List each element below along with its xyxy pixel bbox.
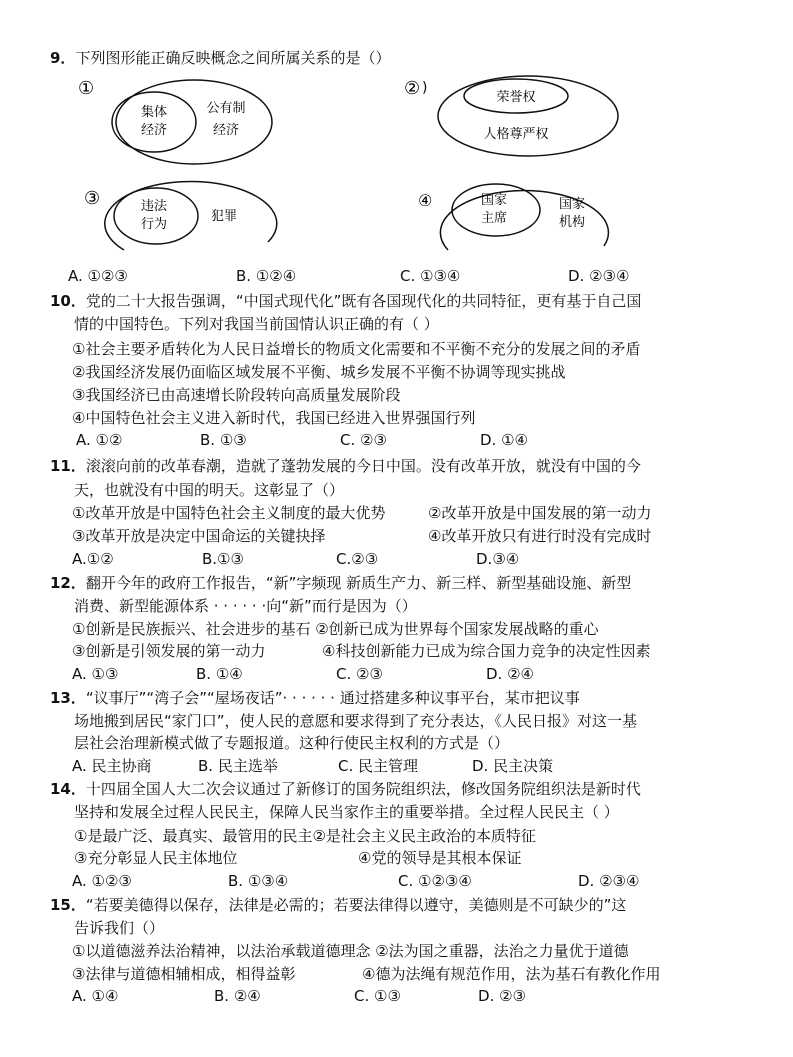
diagram-2-marker: ②	[404, 78, 421, 99]
q15-number: 15．	[50, 896, 86, 914]
q11-option-b[interactable]: B.①③	[202, 550, 244, 568]
q10-option-b[interactable]: B. ①③	[200, 431, 247, 449]
svg-text:): )	[422, 80, 428, 96]
q15-option-b[interactable]: B. ②④	[214, 987, 261, 1005]
q15-stem-2: 告诉我们（）	[74, 919, 165, 937]
diagram-4-outer-2: 机构	[558, 215, 586, 230]
q13-option-a[interactable]: A. 民主协商	[72, 757, 152, 775]
diagram-1-outer-1: 公有制	[206, 101, 246, 116]
q15-item-1: ①以道德滋养法治精神，以法治承载道德理念 ②法为国之重器，法治之力量优于道德	[72, 942, 629, 960]
q12-item-1: ①创新是民族振兴、社会进步的基石 ②创新已成为世界每个国家发展战略的重心	[72, 620, 599, 638]
q14-option-c[interactable]: C. ①②③④	[398, 872, 472, 890]
q13-option-b[interactable]: B. 民主选举	[198, 757, 278, 775]
q10-number: 10．	[50, 292, 86, 310]
diagram-2-inner: 荣誉权	[496, 90, 536, 105]
q11-stem-2: 天，也就没有中国的明天。这彰显了（）	[74, 481, 345, 499]
q10-option-a[interactable]: A. ①②	[76, 431, 123, 449]
q9-stem-text: 下列图形能正确反映概念之间所属关系的是（）	[75, 49, 391, 67]
q11-item-3: ③改革开放是决定中国命运的关键抉择	[72, 527, 326, 545]
q11-option-c[interactable]: C.②③	[336, 550, 379, 568]
q9-option-d[interactable]: D. ②③④	[568, 267, 630, 285]
q15-stem-1: 15．“若要美德得以保存，法律是必需的；若要法律得以遵守，美德则是不可缺少的”这	[50, 896, 627, 914]
q14-number: 14．	[50, 780, 86, 798]
q14-item-2: ③充分彰显人民主体地位	[74, 849, 238, 867]
q13-number: 13．	[50, 689, 86, 707]
q13-stem-2: 场地搬到居民“家门口”，使人民的意愿和要求得到了充分表达，《人民日报》对这一基	[74, 712, 638, 730]
q12-option-d[interactable]: D. ②④	[486, 665, 534, 683]
q9-diagram-3	[84, 170, 284, 264]
q9-option-b[interactable]: B. ①②④	[236, 267, 297, 285]
q14-stem-2: 坚持和发展全过程人民民主，保障人民当家作主的重要举措。全过程人民民主（ ）	[74, 803, 619, 821]
q10-item-2: ②我国经济发展仍面临区域发展不平衡、城乡发展不平衡不协调等现实挑战	[72, 363, 566, 381]
q9-number: 9．	[50, 49, 76, 67]
diagram-3-outer: 犯罪	[210, 209, 238, 224]
q15-item-3: ④德为法绳有规范作用，法为基石有教化作用	[362, 965, 661, 983]
q10-option-c[interactable]: C. ②③	[340, 431, 387, 449]
q10-stem-2: 情的中国特色。下列对我国当前国情认识正确的有（ ）	[74, 315, 439, 333]
q13-stem-3: 层社会治理新模式做了专题报道。这种行使民主权利的方式是（）	[74, 734, 510, 752]
q9-diagram-4	[418, 170, 618, 264]
q13-option-d[interactable]: D. 民主决策	[472, 757, 554, 775]
q12-item-2: ③创新是引领发展的第一动力	[72, 642, 266, 660]
q9-option-c[interactable]: C. ①③④	[400, 267, 461, 285]
q12-stem-2: 消费、新型能源体系 · · · · · ·向“新”而行是因为（）	[74, 597, 417, 615]
q15-option-d[interactable]: D. ②③	[478, 987, 526, 1005]
diagram-4-marker: ④	[418, 191, 433, 210]
q12-number: 12．	[50, 574, 86, 592]
q11-option-d[interactable]: D.③④	[476, 550, 520, 568]
q11-item-1: ①改革开放是中国特色社会主义制度的最大优势	[72, 504, 386, 522]
diagram-4-inner-1: 国家	[480, 193, 508, 208]
q11-number: 11．	[50, 457, 86, 475]
q10-item-1: ①社会主要矛盾转化为人民日益增长的物质文化需要和不平衡不充分的发展之间的矛盾	[72, 340, 641, 358]
q11-item-2: ②改革开放是中国发展的第一动力	[428, 504, 652, 522]
q10-item-3: ③我国经济已由高速增长阶段转向高质量发展阶段	[72, 386, 401, 404]
q14-option-d[interactable]: D. ②③④	[578, 872, 640, 890]
q10-option-d[interactable]: D. ①④	[480, 431, 528, 449]
diagram-1-inner-1: 集体	[140, 105, 168, 120]
q10-item-4: ④中国特色社会主义进入新时代，我国已经进入世界强国行列	[72, 409, 476, 427]
diagram-1-marker: ①	[78, 78, 95, 99]
q14-option-a[interactable]: A. ①②③	[72, 872, 132, 890]
q9-diagram-2	[404, 72, 624, 166]
q14-item-3: ④党的领导是其根本保证	[358, 849, 522, 867]
q15-item-2: ③法律与道德相辅相成，相得益彰	[72, 965, 296, 983]
diagram-4-inner-2: 主席	[480, 211, 508, 226]
q12-stem-1: 12．翻开今年的政府工作报告，“新”字频现 新质生产力、新三样、新型基础设施、新型	[50, 574, 632, 592]
diagram-4-outer-1: 国家	[558, 197, 586, 212]
q15-option-c[interactable]: C. ①③	[354, 987, 401, 1005]
q14-item-1: ①是最广泛、最真实、最管用的民主②是社会主义民主政治的本质特征	[74, 827, 536, 845]
q12-option-b[interactable]: B. ①④	[196, 665, 243, 683]
q12-option-c[interactable]: C. ②③	[336, 665, 383, 683]
q10-stem-1: 10．党的二十大报告强调，“中国式现代化”既有各国现代化的共同特征，更有基于自己国	[50, 292, 642, 310]
q12-item-3: ④科技创新能力已成为综合国力竞争的决定性因素	[322, 642, 651, 660]
q9-stem	[50, 48, 390, 68]
diagram-3-inner-1: 违法	[140, 199, 168, 214]
q9-option-a[interactable]: A. ①②③	[68, 267, 128, 285]
diagram-3-marker: ③	[84, 188, 101, 209]
diagram-1-inner-2: 经济	[140, 123, 168, 138]
q14-stem-1: 14．十四届全国人大二次会议通过了新修订的国务院组织法，修改国务院组织法是新时代	[50, 780, 641, 798]
q9-diagram-1	[74, 72, 274, 176]
q11-stem-1: 11．滚滚向前的改革春潮，造就了蓬勃发展的今日中国。没有改革开放，就没有中国的今	[50, 457, 641, 475]
q13-option-c[interactable]: C. 民主管理	[338, 757, 419, 775]
diagram-2-outer: 人格尊严权	[483, 127, 549, 142]
q15-option-a[interactable]: A. ①④	[72, 987, 119, 1005]
q14-option-b[interactable]: B. ①③④	[228, 872, 289, 890]
diagram-1-outer-2: 经济	[212, 123, 240, 138]
q12-option-a[interactable]: A. ①③	[72, 665, 119, 683]
q13-stem-1: 13．“议事厅”“湾子会”“屋场夜话”· · · · · · 通过搭建多种议事平台，某市把议事	[50, 689, 580, 707]
q11-item-4: ④改革开放只有进行时没有完成时	[428, 527, 652, 545]
diagram-3-inner-2: 行为	[140, 217, 168, 232]
q11-option-a[interactable]: A.①②	[72, 550, 114, 568]
